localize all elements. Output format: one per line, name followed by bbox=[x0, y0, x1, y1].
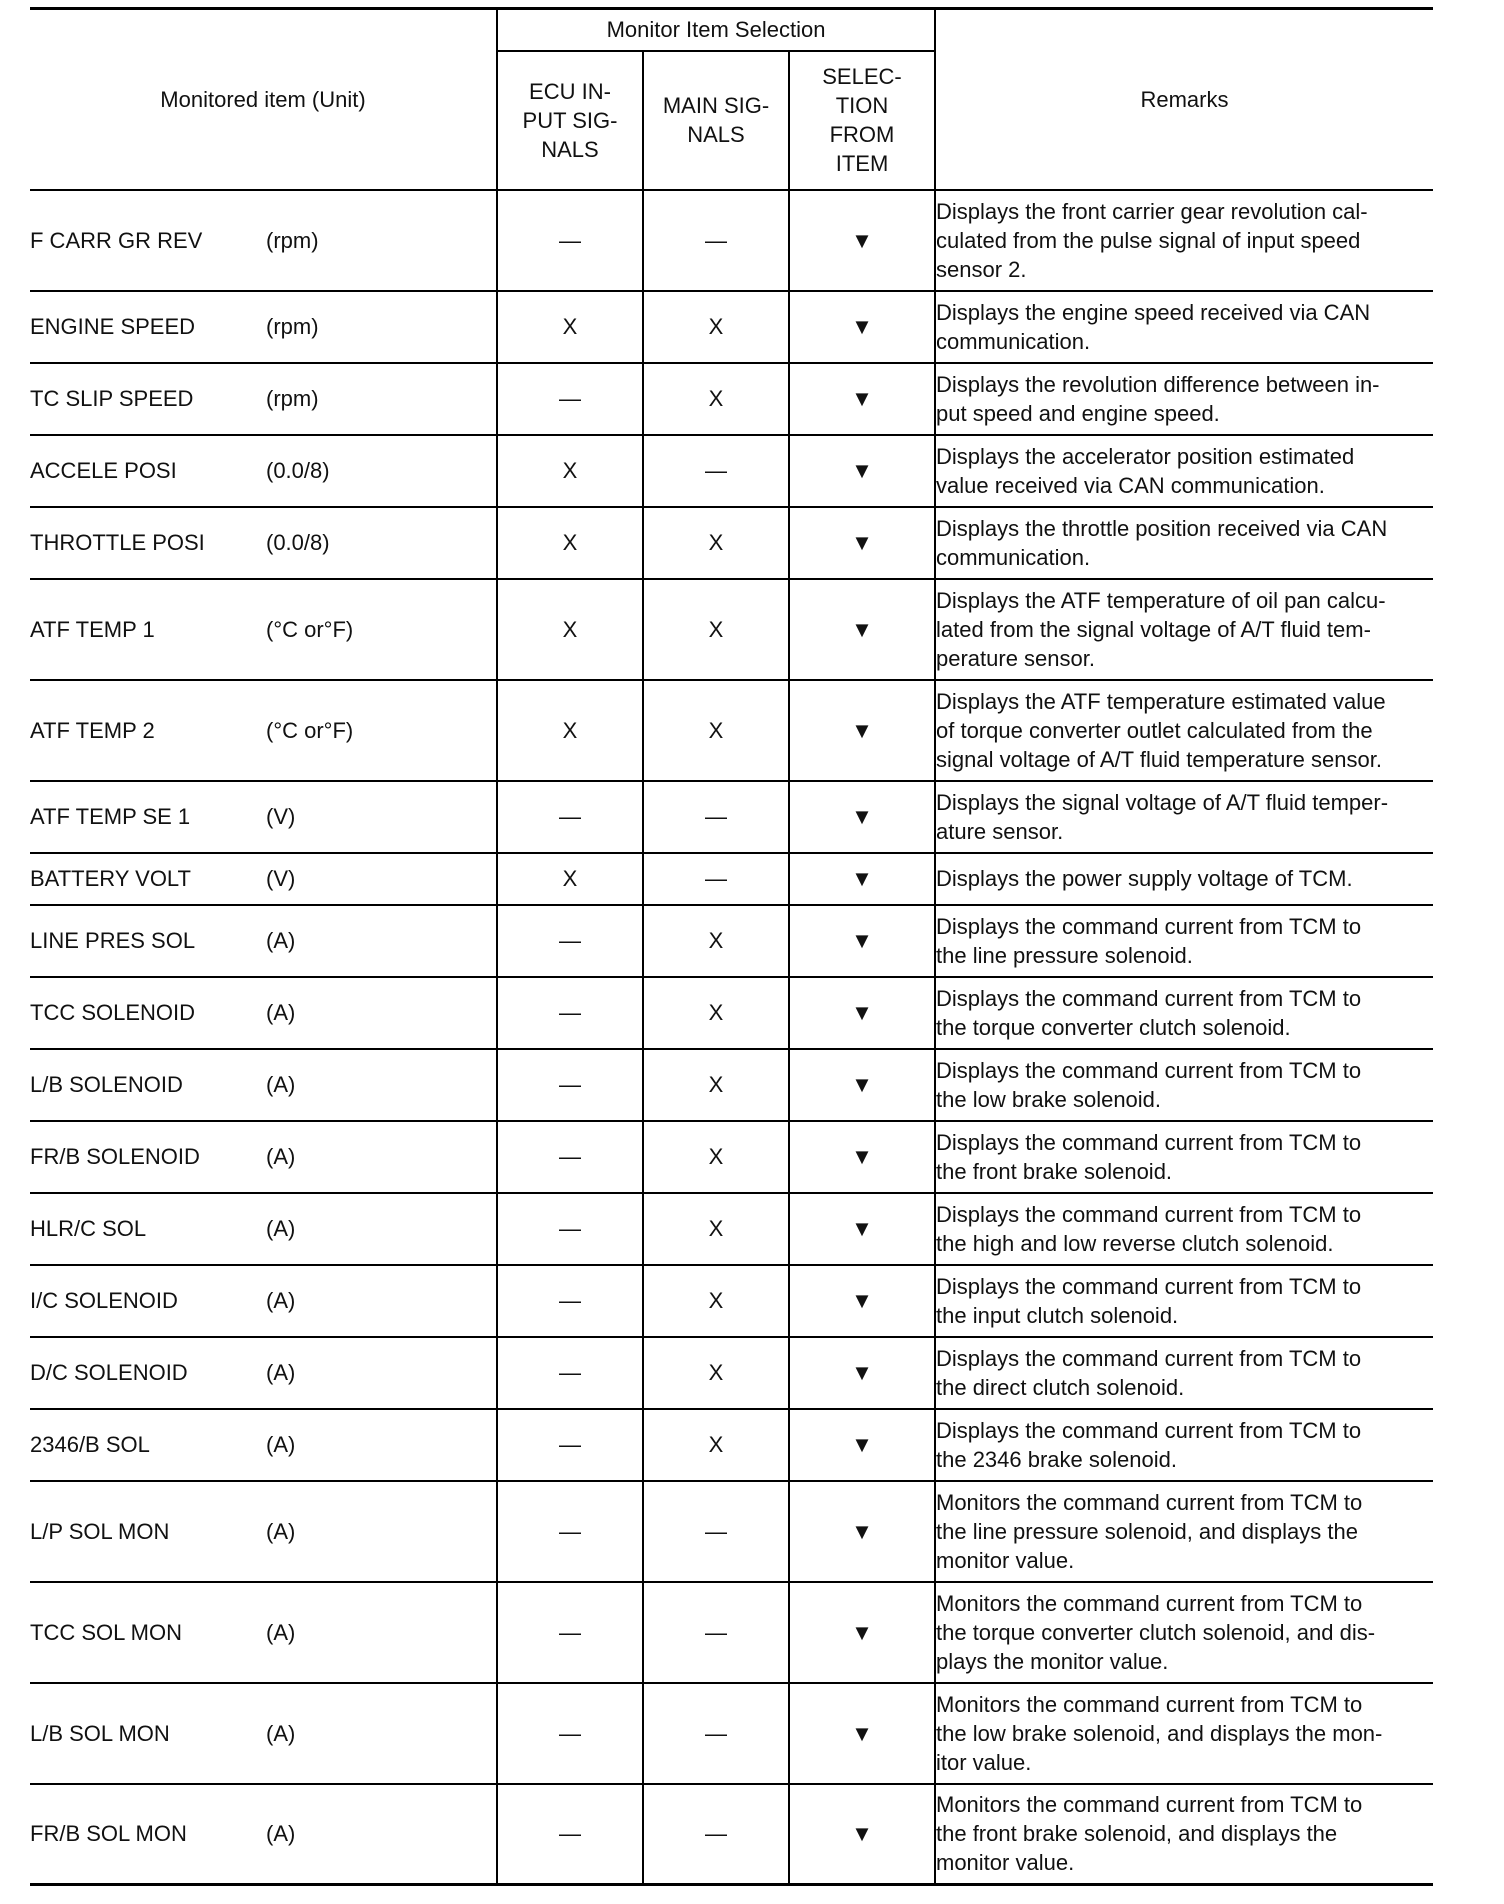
table-row bbox=[30, 853, 1433, 905]
ecu-input-mark: — bbox=[497, 1049, 643, 1121]
item-name: D/C SOLENOID bbox=[30, 1360, 188, 1385]
remarks-cell: Displays the command current from TCM to the high and low reverse clutch solenoid. bbox=[935, 1193, 1433, 1265]
monitored-item-cell bbox=[30, 905, 497, 977]
monitored-item-cell bbox=[30, 1049, 497, 1121]
ecu-input-mark: — bbox=[497, 977, 643, 1049]
ecu-input-mark: — bbox=[497, 190, 643, 291]
main-signal-mark: — bbox=[643, 1481, 789, 1582]
monitored-item-cell bbox=[30, 1582, 497, 1683]
ecu-input-mark: X bbox=[497, 507, 643, 579]
remarks-cell: Displays the command current from TCM to the front brake solenoid. bbox=[935, 1121, 1433, 1193]
table-row bbox=[30, 1683, 1433, 1784]
item-unit: (A) bbox=[266, 1216, 296, 1241]
monitored-item-cell bbox=[30, 781, 497, 853]
ecu-input-mark: X bbox=[497, 853, 643, 905]
monitored-item-cell bbox=[30, 977, 497, 1049]
item-unit: (A) bbox=[266, 1072, 296, 1097]
main-signal-mark: X bbox=[643, 1409, 789, 1481]
main-signal-mark: X bbox=[643, 1337, 789, 1409]
monitored-item-cell bbox=[30, 363, 497, 435]
ecu-input-mark: — bbox=[497, 1337, 643, 1409]
monitored-item-cell bbox=[30, 1409, 497, 1481]
item-unit: (A) bbox=[266, 1432, 296, 1457]
main-signal-mark: X bbox=[643, 1193, 789, 1265]
table-row bbox=[30, 435, 1433, 507]
item-name: LINE PRES SOL bbox=[30, 928, 196, 953]
item-unit: (A) bbox=[266, 1619, 296, 1645]
main-signal-mark: — bbox=[643, 853, 789, 905]
item-unit: (0.0/8) bbox=[266, 530, 330, 555]
ecu-input-mark: — bbox=[497, 1582, 643, 1683]
main-signal-mark: — bbox=[643, 1683, 789, 1784]
item-unit: (A) bbox=[266, 1288, 296, 1313]
item-unit: (0.0/8) bbox=[266, 458, 330, 483]
table-row bbox=[30, 1049, 1433, 1121]
item-name: TC SLIP SPEED bbox=[30, 386, 194, 411]
remarks-cell: Displays the engine speed received via CAN communication. bbox=[935, 291, 1433, 363]
monitored-item-cell bbox=[30, 1784, 497, 1885]
ecu-input-mark: X bbox=[497, 435, 643, 507]
item-name: ACCELE POSI bbox=[30, 458, 177, 483]
item-name: L/B SOLENOID bbox=[30, 1072, 183, 1097]
item-unit: (A) bbox=[266, 1821, 296, 1847]
monitored-item-cell bbox=[30, 435, 497, 507]
monitored-item-cell bbox=[30, 853, 497, 905]
selection-mark: ▼ bbox=[789, 435, 935, 507]
selection-mark: ▼ bbox=[789, 1337, 935, 1409]
table-row bbox=[30, 1193, 1433, 1265]
item-name: I/C SOLENOID bbox=[30, 1288, 178, 1313]
main-signal-mark: X bbox=[643, 291, 789, 363]
main-signal-mark: — bbox=[643, 1784, 789, 1885]
main-signal-mark: X bbox=[643, 363, 789, 435]
item-name: TCC SOL MON bbox=[30, 1619, 182, 1645]
monitored-item-cell bbox=[30, 291, 497, 363]
remarks-cell: Monitors the command current from TCM to the torque converter clutch solenoid, and dis- plays the monitor value. bbox=[935, 1582, 1433, 1683]
item-name: FR/B SOL MON bbox=[30, 1821, 187, 1847]
item-name: ATF TEMP SE 1 bbox=[30, 804, 191, 829]
item-name: FR/B SOLENOID bbox=[30, 1144, 200, 1169]
item-unit: (A) bbox=[266, 1000, 296, 1025]
remarks-cell: Displays the accelerator position estimated value received via CAN communication. bbox=[935, 435, 1433, 507]
main-signal-mark: X bbox=[643, 507, 789, 579]
table-row bbox=[30, 1784, 1433, 1885]
ecu-input-mark: — bbox=[497, 363, 643, 435]
header-selection-group: Monitor Item Selection bbox=[497, 9, 935, 51]
main-signal-mark: X bbox=[643, 905, 789, 977]
item-unit: (rpm) bbox=[266, 227, 319, 253]
monitored-item-cell bbox=[30, 1265, 497, 1337]
ecu-input-mark: — bbox=[497, 1265, 643, 1337]
selection-mark: ▼ bbox=[789, 977, 935, 1049]
item-unit: (A) bbox=[266, 928, 296, 953]
remarks-cell: Displays the ATF temperature estimated value of torque converter outlet calculated from the signal voltage of A/T fluid temperature sensor. bbox=[935, 680, 1433, 781]
item-name: L/B SOL MON bbox=[30, 1720, 170, 1746]
monitored-item-cell bbox=[30, 680, 497, 781]
selection-mark: ▼ bbox=[789, 1049, 935, 1121]
main-signal-mark: X bbox=[643, 1265, 789, 1337]
item-unit: (rpm) bbox=[266, 386, 319, 411]
table-row bbox=[30, 1337, 1433, 1409]
item-unit: (°C or°F) bbox=[266, 616, 354, 642]
selection-mark: ▼ bbox=[789, 1582, 935, 1683]
remarks-cell: Displays the command current from TCM to the line pressure solenoid. bbox=[935, 905, 1433, 977]
monitored-item-cell bbox=[30, 1683, 497, 1784]
ecu-input-mark: — bbox=[497, 1481, 643, 1582]
selection-mark: ▼ bbox=[789, 579, 935, 680]
selection-mark: ▼ bbox=[789, 1784, 935, 1885]
header-selection-from-item: SELEC- TION FROM ITEM bbox=[789, 51, 935, 190]
item-name: 2346/B SOL bbox=[30, 1432, 150, 1457]
main-signal-mark: — bbox=[643, 781, 789, 853]
item-unit: (A) bbox=[266, 1360, 296, 1385]
ecu-input-mark: — bbox=[497, 1121, 643, 1193]
table-row bbox=[30, 507, 1433, 579]
main-signal-mark: — bbox=[643, 435, 789, 507]
ecu-input-mark: — bbox=[497, 905, 643, 977]
item-name: F CARR GR REV bbox=[30, 227, 203, 253]
item-name: ENGINE SPEED bbox=[30, 314, 196, 339]
remarks-cell: Displays the command current from TCM to the 2346 brake solenoid. bbox=[935, 1409, 1433, 1481]
monitored-item-cell bbox=[30, 1193, 497, 1265]
item-unit: (V) bbox=[266, 866, 296, 891]
table-row bbox=[30, 680, 1433, 781]
item-unit: (°C or°F) bbox=[266, 717, 354, 743]
table-row bbox=[30, 190, 1433, 291]
ecu-input-mark: X bbox=[497, 291, 643, 363]
selection-mark: ▼ bbox=[789, 781, 935, 853]
remarks-cell: Displays the throttle position received via CAN communication. bbox=[935, 507, 1433, 579]
item-name: ATF TEMP 1 bbox=[30, 616, 155, 642]
item-name: BATTERY VOLT bbox=[30, 866, 191, 891]
remarks-cell: Monitors the command current from TCM to the low brake solenoid, and displays the mon- itor value. bbox=[935, 1683, 1433, 1784]
selection-mark: ▼ bbox=[789, 1409, 935, 1481]
selection-mark: ▼ bbox=[789, 507, 935, 579]
monitored-item-cell bbox=[30, 579, 497, 680]
item-name: HLR/C SOL bbox=[30, 1216, 147, 1241]
monitored-item-cell bbox=[30, 1121, 497, 1193]
table-row bbox=[30, 977, 1433, 1049]
selection-mark: ▼ bbox=[789, 363, 935, 435]
monitored-item-cell bbox=[30, 507, 497, 579]
item-unit: (A) bbox=[266, 1720, 296, 1746]
monitored-item-cell bbox=[30, 1481, 497, 1582]
main-signal-mark: X bbox=[643, 1121, 789, 1193]
table-row bbox=[30, 579, 1433, 680]
ecu-input-mark: X bbox=[497, 680, 643, 781]
remarks-cell: Displays the ATF temperature of oil pan calcu- lated from the signal voltage of A/T fluid tem- perature sensor. bbox=[935, 579, 1433, 680]
main-signal-mark: — bbox=[643, 1582, 789, 1683]
table-row bbox=[30, 363, 1433, 435]
ecu-input-mark: — bbox=[497, 1784, 643, 1885]
selection-mark: ▼ bbox=[789, 1193, 935, 1265]
remarks-cell: Displays the command current from TCM to the torque converter clutch solenoid. bbox=[935, 977, 1433, 1049]
monitor-item-table bbox=[30, 7, 1433, 1886]
selection-mark: ▼ bbox=[789, 1481, 935, 1582]
table-row bbox=[30, 1582, 1433, 1683]
table-row bbox=[30, 905, 1433, 977]
remarks-cell: Displays the revolution difference between in- put speed and engine speed. bbox=[935, 363, 1433, 435]
main-signal-mark: X bbox=[643, 1049, 789, 1121]
remarks-cell: Displays the power supply voltage of TCM. bbox=[935, 853, 1433, 905]
selection-mark: ▼ bbox=[789, 1265, 935, 1337]
main-signal-mark: X bbox=[643, 680, 789, 781]
ecu-input-mark: — bbox=[497, 1683, 643, 1784]
ecu-input-mark: — bbox=[497, 1409, 643, 1481]
item-unit: (A) bbox=[266, 1144, 296, 1169]
item-unit: (V) bbox=[266, 804, 296, 829]
monitored-item-cell bbox=[30, 1337, 497, 1409]
table-row bbox=[30, 781, 1433, 853]
header-main-signals: MAIN SIG- NALS bbox=[643, 51, 789, 190]
selection-mark: ▼ bbox=[789, 291, 935, 363]
selection-mark: ▼ bbox=[789, 680, 935, 781]
main-signal-mark: X bbox=[643, 977, 789, 1049]
monitored-item-cell bbox=[30, 190, 497, 291]
table-row bbox=[30, 1481, 1433, 1582]
item-name: TCC SOLENOID bbox=[30, 1000, 196, 1025]
remarks-cell: Monitors the command current from TCM to the front brake solenoid, and displays the monitor value. bbox=[935, 1784, 1433, 1885]
item-name: L/P SOL MON bbox=[30, 1518, 170, 1544]
remarks-cell: Displays the front carrier gear revolution cal- culated from the pulse signal of input speed sensor 2. bbox=[935, 190, 1433, 291]
header-remarks: Remarks bbox=[935, 9, 1433, 190]
item-unit: (A) bbox=[266, 1518, 296, 1544]
table-row bbox=[30, 1409, 1433, 1481]
remarks-cell: Monitors the command current from TCM to the line pressure solenoid, and displays the monitor value. bbox=[935, 1481, 1433, 1582]
ecu-input-mark: X bbox=[497, 579, 643, 680]
ecu-input-mark: — bbox=[497, 781, 643, 853]
main-signal-mark: X bbox=[643, 579, 789, 680]
item-unit: (rpm) bbox=[266, 314, 319, 339]
remarks-cell: Displays the command current from TCM to the direct clutch solenoid. bbox=[935, 1337, 1433, 1409]
table-row bbox=[30, 291, 1433, 363]
header-ecu-input-signals: ECU IN- PUT SIG- NALS bbox=[497, 51, 643, 190]
ecu-input-mark: — bbox=[497, 1193, 643, 1265]
remarks-cell: Displays the signal voltage of A/T fluid temper- ature sensor. bbox=[935, 781, 1433, 853]
header-monitored-item: Monitored item (Unit) bbox=[30, 9, 497, 190]
selection-mark: ▼ bbox=[789, 853, 935, 905]
selection-mark: ▼ bbox=[789, 1683, 935, 1784]
item-name: THROTTLE POSI bbox=[30, 530, 205, 555]
table-row bbox=[30, 1265, 1433, 1337]
main-signal-mark: — bbox=[643, 190, 789, 291]
remarks-cell: Displays the command current from TCM to the low brake solenoid. bbox=[935, 1049, 1433, 1121]
selection-mark: ▼ bbox=[789, 905, 935, 977]
item-name: ATF TEMP 2 bbox=[30, 717, 155, 743]
selection-mark: ▼ bbox=[789, 190, 935, 291]
remarks-cell: Displays the command current from TCM to the input clutch solenoid. bbox=[935, 1265, 1433, 1337]
selection-mark: ▼ bbox=[789, 1121, 935, 1193]
table-row bbox=[30, 1121, 1433, 1193]
